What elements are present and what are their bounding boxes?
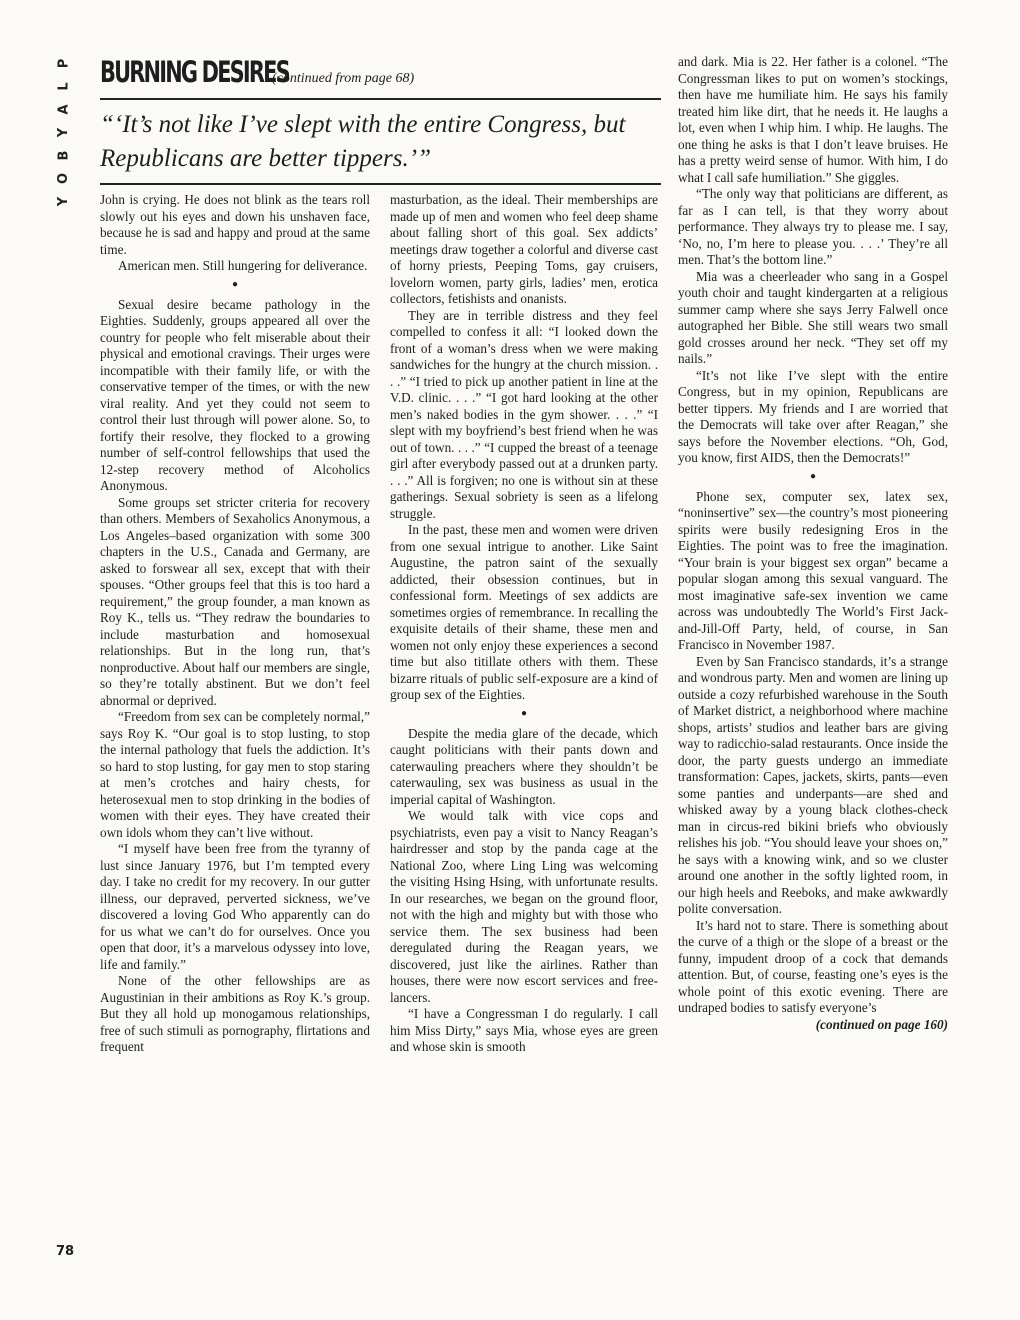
body-paragraph: Phone sex, computer sex, latex sex, “noninsertive” sex—the country’s most pioneering spirits were busily redesigning Eros in the Eighties. The point was to free the imagination. “Your brain is your biggest sex organ” became a popular slogan among this sexual vanguard. The most imaginative safe-sex invention we came across was undoubtedly The World’s First Jack-and-Jill-Off Party, held, of course, in San Francisco in November 1987. bbox=[678, 488, 948, 652]
body-paragraph: None of the other fellowships are as Augustinian in their ambitions as Roy K.’s group. But they all hold up monogamous relationships, free of such stimuli as pornography, flirtations and frequent bbox=[100, 973, 370, 1054]
magazine-letter: L bbox=[56, 82, 72, 91]
pull-quote: “‘It’s not like I’ve slept with the entire Congress, but Republicans are better tippers.’” bbox=[100, 111, 626, 172]
body-paragraph: Some groups set stricter criteria for recovery than others. Members of Sexaholics Anonymous, a Los Angeles–based organization with some 300 chapters in the U.S., Canada and Germany, are asked to forswear all sex, except that with their spouses. “Other groups feel that this is too hard a requirement,” the group founder, a man known as Roy K., tells us. “They redraw the boundaries to include masturbation and homosexual relationships. But in the long run, that’s nonproductive. About half our members are single, so they’re totally abstinent. But we don’t feel abnormal or deprived. bbox=[100, 494, 370, 708]
magazine-letter: O bbox=[56, 172, 72, 185]
magazine-letter: B bbox=[56, 150, 72, 161]
body-paragraph: and dark. Mia is 22. Her father is a colonel. “The Congressman likes to put on women’s stockings, then have me humiliate him. He says his family treated him like dirt, that he needs it. He laughs a lot, even when I whip him. I whip. He laughs. The one thing he asks is that I don’t leave bruises. He has a pretty weird sense of humor. With him, I do what I call safe humiliation.” She giggles. bbox=[678, 54, 948, 185]
magazine-letter: A bbox=[56, 104, 72, 115]
text-column-3 bbox=[678, 54, 948, 1033]
body-paragraph: It’s hard not to stare. There is something about the curve of a thigh or the slope of a breast or the funny, impudent droop of a cock that demands attention. But, of course, feasting one’s eyes is the whole point of this exotic evening. There are undraped bodies to satisfy everyone’s bbox=[678, 917, 948, 1015]
page-number: 78 bbox=[56, 1244, 75, 1259]
body-paragraph: “I have a Congressman I do regularly. I call him Miss Dirty,” says Mia, whose eyes are green and whose skin is smooth bbox=[390, 1006, 658, 1054]
section-bullet: ● bbox=[809, 470, 817, 482]
body-paragraph: “I myself have been free from the tyranny of lust since January 1976, but I’m tempted every day. I take no credit for my recovery. In our gutter illness, our depraved, perverted sickness, we’ve discovered a loving God Who apparently can do for us what we can’t do for ourselves. Once you open that door, it’s a marvelous odyssey into love, life and family.” bbox=[100, 841, 370, 972]
body-paragraph: “It’s not like I’ve slept with the entire Congress, but in my opinion, Republicans are better tippers. My friends and I are worried that the Democrats will take over after Reagan,” she says before the November elections. “Oh, God, you know, first AIDS, then the Democrats!” bbox=[678, 367, 948, 465]
bottom-rule bbox=[100, 183, 661, 185]
article-section-title: BURNING DESIRES bbox=[100, 55, 289, 89]
magazine-vertical-title bbox=[55, 52, 73, 213]
section-bullet: ● bbox=[520, 707, 528, 719]
body-paragraph: John is crying. He does not blink as the tears roll slowly out his eyes and down his unshaven face, because he is sad and happy and proud at the same time. bbox=[100, 192, 370, 257]
section-bullet: ● bbox=[231, 278, 239, 290]
body-paragraph: Mia was a cheerleader who sang in a Gospel youth choir and taught kindergarten at a religious summer camp where she says Jerry Falwell once autographed her Bible. She still wears two small gold crosses around her neck. “They set off my nails.” bbox=[678, 268, 948, 366]
magazine-letter: Y bbox=[56, 196, 72, 207]
body-paragraph: We would talk with vice cops and psychiatrists, even pay a visit to Nancy Reagan’s hairdresser and stop by the panda cage at the National Zoo, where Ling Ling was welcoming the visiting Hsing Hsing, with unfortunate results. In our researches, we began on the ground floor, not with the high and mighty but with those who service them. The sex business had been deregulated during the Reagan years, we discovered, just like the airlines. Rather than houses, there were now escort services and free-lancers. bbox=[390, 808, 658, 1005]
body-paragraph: Despite the media glare of the decade, which caught politicians with their pants down and caterwauling preachers where they shouldn’t be caterwauling, sex was business as usual in the imperial capital of Washington. bbox=[390, 725, 658, 807]
magazine-letter: P bbox=[56, 58, 72, 69]
article-kicker bbox=[100, 56, 414, 88]
magazine-letter: Y bbox=[56, 127, 72, 138]
continued-on-note: (continued on page 160) bbox=[815, 1016, 948, 1032]
body-paragraph: masturbation, as the ideal. Their memberships are made up of men and women who feel deep shame about falling short of this goal. Sex addicts’ meetings draw together a colorful and diverse cast of horny priests, Peeping Toms, gay cruisers, lovelorn women, party girls, ladies’ men, erotica collectors, fetishists and onanists. bbox=[390, 192, 658, 306]
text-column-2 bbox=[390, 192, 658, 1056]
text-column-1 bbox=[100, 192, 370, 1056]
body-paragraph: In the past, these men and women were driven from one sexual intrigue to another. Like Saint Augustine, the patron saint of the sexually addicted, their obsession continues, but in confessional form. Meetings of sex addicts are sometimes orgies of remembrance. In recalling the exquisite details of their shame, these men and women not only enjoy these experiences a second time but also titillate others with them. These bizarre rituals of public self-exposure are a kind of group sex of the Eighties. bbox=[390, 522, 658, 702]
body-paragraph: “The only way that politicians are different, as far as I can tell, is that they worry about performance. They always try to please me. I say, ‘No, no, I’m here to please you. . . .’ They’re all men. That’s the bottom line.” bbox=[678, 186, 948, 267]
body-paragraph: “Freedom from sex can be completely normal,” says Roy K. “Our goal is to stop lusting, to stop the internal pathology that fuels the addiction. It’s so hard to stop lusting, for gay men to stop staring at men’s crotches and hairy chests, for heterosexual men to stop drinking in the bodies of women with their eyes. They have created their own idols whom they can’t live without. bbox=[100, 709, 370, 840]
body-paragraph: Even by San Francisco standards, it’s a strange and wondrous party. Men and women are lining up outside a cozy refurbished warehouse in the South of Market district, a neighborhood where machine shops, artists’ studios and leather bars are giving way to radicchio-salad restaurants. Once inside the door, the party guests undergo an immediate transformation: Capes, jackets, skirts, pants—even some panties and underpants—are shed and whisked away by a young black clothes-check man in circus-red bikini briefs who obviously relishes his job. “You should leave your shoes on,” he says with a knowing wink, and so we cluster around one another in the softly lighted room, in our high heels and Reeboks, and make awkwardly polite conversation. bbox=[678, 653, 948, 916]
top-rule bbox=[100, 98, 661, 100]
continued-from-note: (continued from page 68) bbox=[272, 71, 415, 86]
body-paragraph: They are in terrible distress and they feel compelled to confess it all: “I looked down the front of a woman’s dress when we were making sandwiches for the hungry at the church mission. . . .” “I tried to pick up another patient in line at the V.D. clinic. . . .” “I got hard looking at the other men’s naked bodies in the gym shower. . . .” “I slept with my boyfriend’s best friend when he was out of town. . . .” “I cupped the breast of a teenage girl after everybody passed out at a drunken party. . . .” All is forgiven; no one is without sin at these gatherings. Sexual sobriety is seen as a lifelong struggle. bbox=[390, 307, 658, 521]
body-paragraph: American men. Still hungering for deliverance. bbox=[118, 258, 368, 273]
body-paragraph: Sexual desire became pathology in the Eighties. Suddenly, groups appeared all over the country for people who felt miserable about their physical and emotional cravings. Their urges were incompatible with their family life, or with the conservative temper of the times, or with the new viral reality. And yet they could not seem to control their lust through will power alone. So, to fortify their resolve, they flocked to a growing number of self-control fellowships that used the 12-step recovery method of Alcoholics Anonymous. bbox=[100, 296, 370, 493]
